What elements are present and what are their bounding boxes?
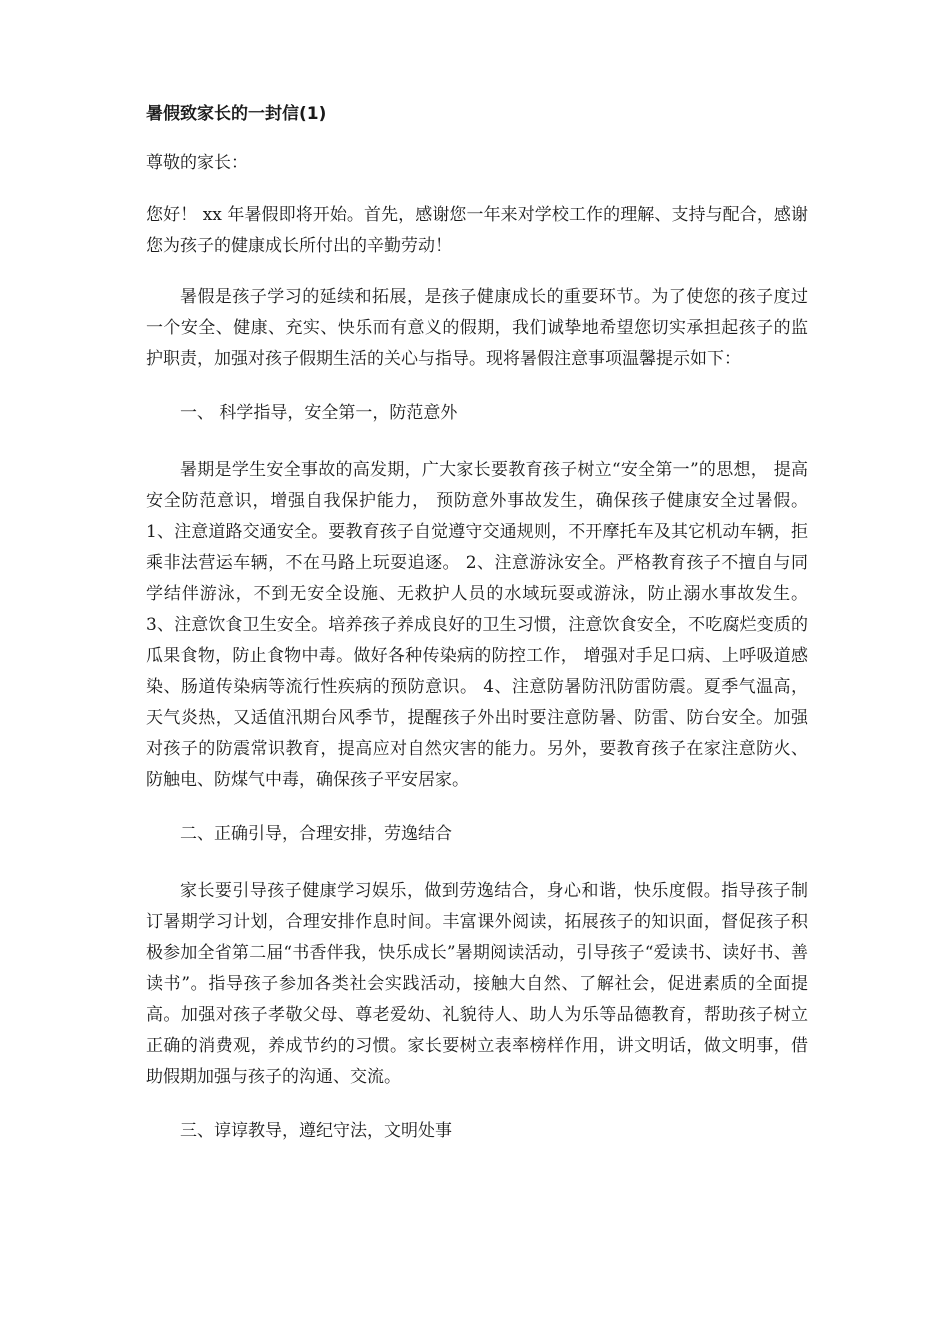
section-heading-2: 二、正确引导，合理安排，劳逸结合 <box>180 824 452 844</box>
section-heading-3: 三、谆谆教导，遵纪守法，文明处事 <box>180 1121 452 1141</box>
section-body-1: 暑期是学生安全事故的高发期，广大家长要教育孩子树立“安全第一”的思想， 提高 安全防范意识，增强自我保护能力， 预防意外事故发生，确保孩子健康安全过暑假。 1、注意道路交通安全。要教育孩子自觉遵守交通规则，不开摩托车及其它机动车辆，拒乘非法营运车辆，不在马路上玩耍追逐。 2、注意游泳安全。严格教育孩子不擅自与同学结伴游泳，不到无安全设施、无救护人员的水域玩耍或游泳，防止溺水事故发生。 3、注意饮食卫生安全。培养孩子养成良好的卫生习惯，注意饮食安全，不吃腐烂变质的瓜果食物，防止食物中毒。做好各种传染病的防控工作， 增强对手足口病、上呼吸道感染、肠道传染病等流行性疾病的预防意识。 4、注意防暑防汛防雷防震。夏季气温高，天气炎热，又适值汛期台风季节，提醒孩子外出时要注意防暑、防雷、防台安全。加强对孩子的防震常识教育，提高应对自然灾害的能力。另外，要教育孩子在家注意防火、防触电、防煤气中毒，确保孩子平安居家。 <box>146 460 808 790</box>
section-body-2: 家长要引导孩子健康学习娱乐，做到劳逸结合，身心和谐，快乐度假。指导孩子制订暑期学习计划，合理安排作息时间。丰富课外阅读，拓展孩子的知识面，督促孩子积极参加全省第二届“书香伴我，快乐成长”暑期阅读活动，引导孩子“爱读书、读好书、善读书”。指导孩子参加各类社会实践活动，接触大自然、了解社会，促进素质的全面提高。加强对孩子孝敬父母、尊老爱幼、礼貌待人、助人为乐等品德教育，帮助孩子树立正确的消费观，养成节约的习惯。家长要树立表率榜样作用，讲文明话，做文明事，借助假期加强与孩子的沟通、交流。 <box>146 881 808 1087</box>
salutation: 尊敬的家长： <box>146 153 248 173</box>
document-title: 暑假致家长的一封信(1) <box>146 104 327 124</box>
greeting-paragraph: 您好！ xx 年暑假即将开始。首先，感谢您一年来对学校工作的理解、支持与配合，感谢您为孩子的健康成长所付出的辛勤劳动！ <box>146 205 808 256</box>
letter-body <box>146 100 808 1173</box>
section-heading-1: 一、 科学指导，安全第一，防范意外 <box>180 403 458 423</box>
intro-paragraph: 暑假是孩子学习的延续和拓展，是孩子健康成长的重要环节。为了使您的孩子度过一个安全、健康、充实、快乐而有意义的假期，我们诚挚地希望您切实承担起孩子的监护职责，加强对孩子假期生活的关心与指导。现将暑假注意事项温馨提示如下： <box>146 287 808 369</box>
